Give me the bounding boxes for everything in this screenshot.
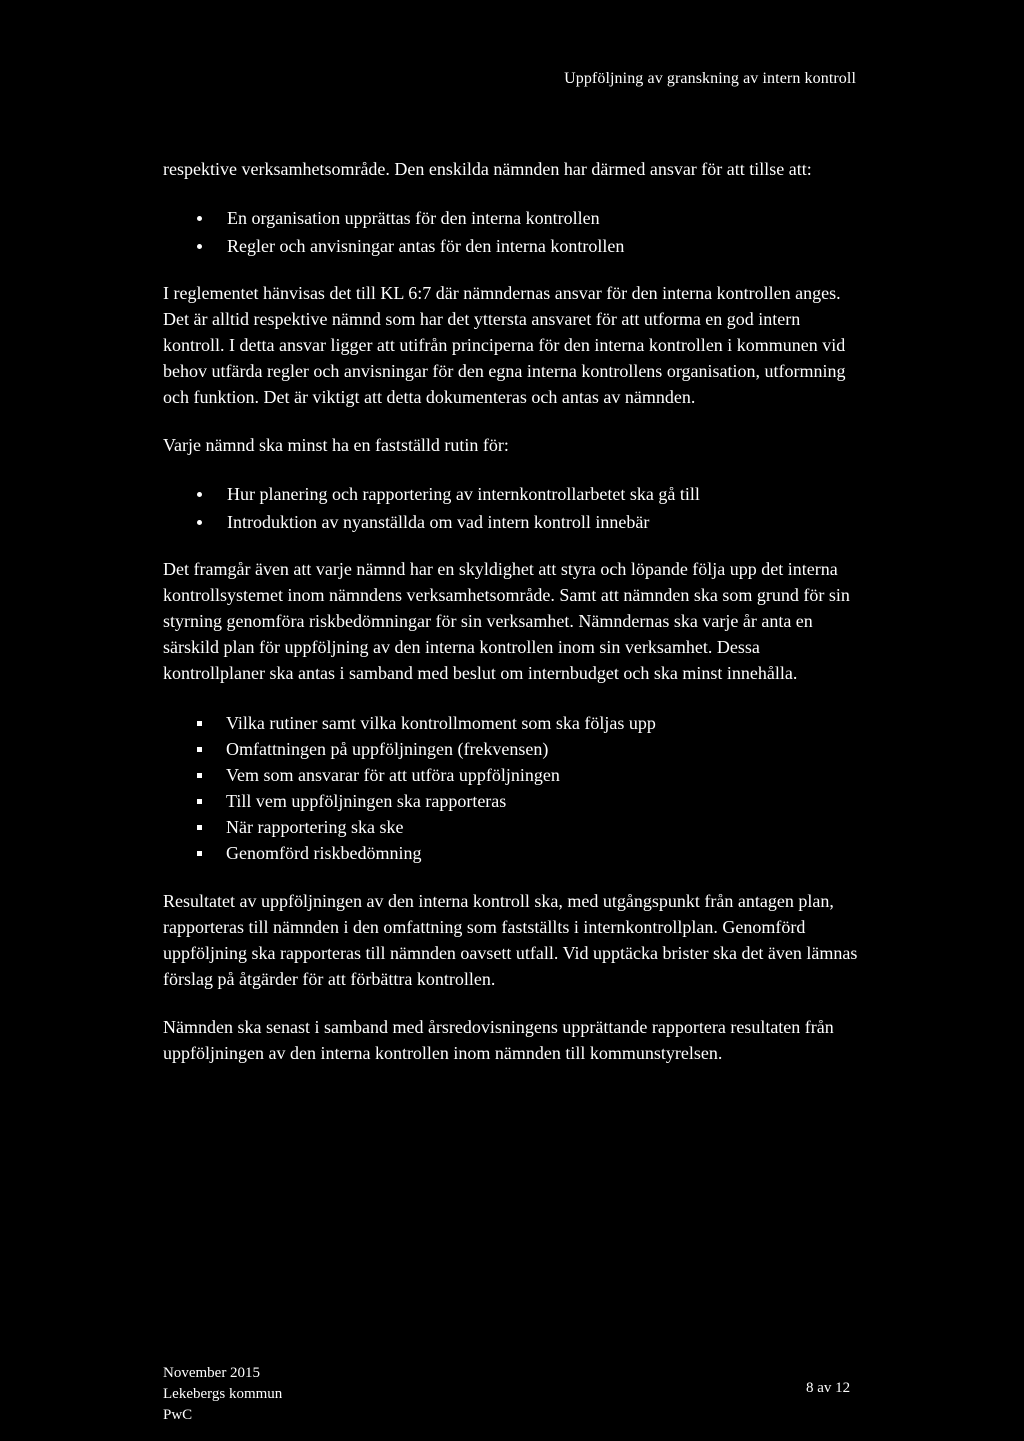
list-item: Vem som ansvarar för att utföra uppföljningen — [195, 762, 863, 788]
footer-date: November 2015 — [163, 1365, 261, 1381]
footer-organization: Lekebergs kommun — [163, 1386, 283, 1402]
list-item: Genomförd riskbedömning — [195, 840, 863, 866]
footer-firm: PwC — [163, 1407, 193, 1423]
list-item: En organisation upprättas för den interna kontrollen — [191, 204, 863, 232]
footer-info — [163, 1363, 282, 1426]
list-item: Vilka rutiner samt vilka kontrollmoment som ska följas upp — [195, 710, 863, 736]
routine-list — [191, 480, 863, 536]
list-item: Hur planering och rapportering av internkontrollarbetet ska gå till — [191, 480, 863, 508]
list-item: Regler och anvisningar antas för den interna kontrollen — [191, 232, 863, 260]
list-item: Omfattningen på uppföljningen (frekvensen) — [195, 736, 863, 762]
paragraph-routine-intro: Varje nämnd ska minst ha en fastställd rutin för: — [163, 435, 509, 455]
control-plan-contents-list — [195, 710, 863, 866]
paragraph-regulation: I reglementet hänvisas det till KL 6:7 där nämndernas ansvar för den interna kontrollen anges. Det är alltid respektive nämnd som har det yttersta ansvaret för att utforma en god intern kontroll. I detta ansvar ligger att utifrån principerna för den interna kontrollen i kommunen vid behov utfärda regler och anvisningar för den egna interna kontrollens organisation, utformning och funktion. Det är viktigt att detta dokumenteras och antas av nämnden. — [163, 283, 846, 407]
page-number: 8 av 12 — [806, 1380, 851, 1396]
paragraph-intro: respektive verksamhetsområde. Den enskilda nämnden har därmed ansvar för att tillse att: — [163, 159, 812, 179]
responsibility-list — [191, 204, 863, 260]
list-item: Till vem uppföljningen ska rapporteras — [195, 788, 863, 814]
paragraph-results: Resultatet av uppföljningen av den interna kontroll ska, med utgångspunkt från antagen plan, rapporteras till nämnden i den omfattning som fastställts i internkontrollplan. Genomförd uppföljning ska rapporteras till nämnden oavsett utfall. Vid upptäcka brister ska det även lämnas förslag på åtgärder för att förbättra kontrollen. — [163, 891, 858, 989]
paragraph-reporting: Nämnden ska senast i samband med årsredovisningens upprättande rapportera resultaten från uppföljningen av den interna kontrollen inom nämnden till kommunstyrelsen. — [163, 1017, 834, 1063]
document-body — [163, 156, 863, 1066]
paragraph-control-plan: Det framgår även att varje nämnd har en skyldighet att styra och löpande följa upp det interna kontrollsystemet inom nämndens verksamhetsområde. Samt att nämnden ska som grund för sin styrning genomföra riskbedömningar för sin verksamhet. Nämndernas ska varje år anta en särskild plan för uppföljning av den interna kontrollen inom sin verksamhet. Dessa kontrollplaner ska antas i samband med beslut om internbudget och ska minst innehålla. — [163, 559, 850, 683]
list-item: Introduktion av nyanställda om vad intern kontroll innebär — [191, 508, 863, 536]
running-header: Uppföljning av granskning av intern kontroll — [564, 70, 856, 87]
list-item: När rapportering ska ske — [195, 814, 863, 840]
